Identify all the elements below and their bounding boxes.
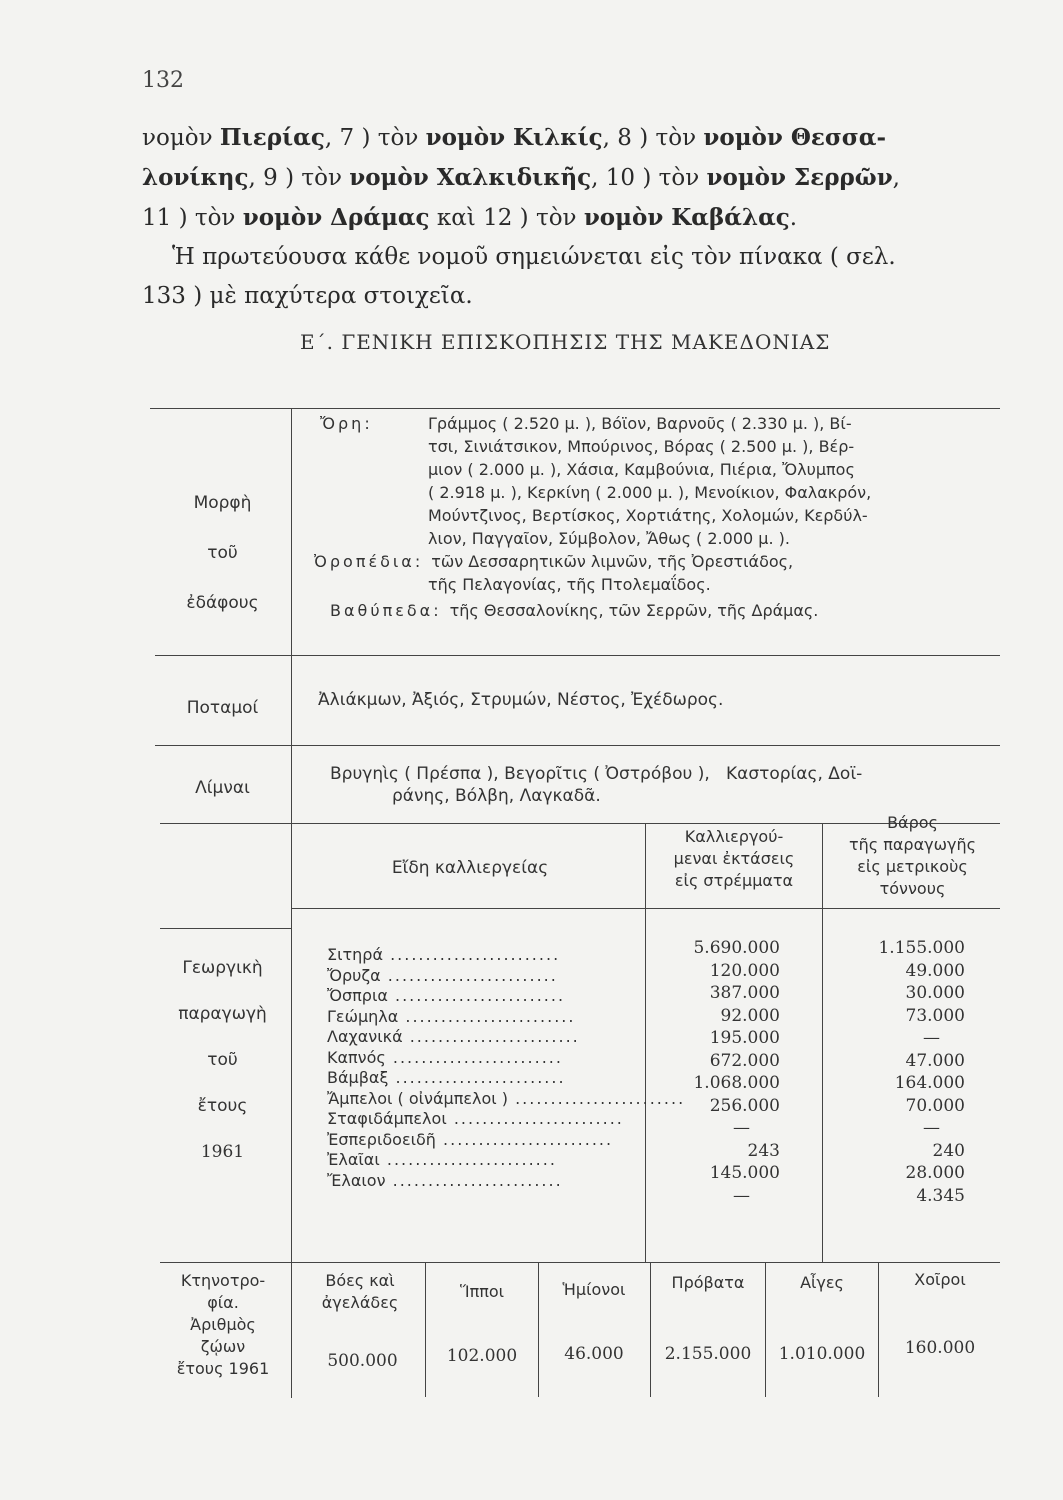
intro-bold: νομὸν Σερρῶν: [706, 164, 893, 191]
crops-side-label-line: τοῦ: [207, 1050, 238, 1070]
livestock-label-line: Κτηνοτρο-: [180, 1271, 266, 1290]
intro-text: .: [789, 205, 798, 231]
crop-name: Ἐλαῖαι: [327, 1150, 380, 1169]
crop-name: Ἔλαιον: [327, 1170, 386, 1190]
intro-text: , 7 ) τὸν: [324, 125, 426, 151]
crops-side-label-line: 1961: [200, 1142, 245, 1162]
table-rule: [822, 823, 823, 1262]
crops-header-kind: Εἴδη καλλιεργείας: [391, 858, 549, 878]
limnai-line-2: ράνης, Βόλβη, Λαγκαδᾶ.: [392, 786, 601, 806]
crops-header-area: [648, 826, 820, 892]
morfi-label-line: τοῦ: [207, 543, 238, 563]
intro-line-4: Ἡ πρωτεύουσα κάθε νομοῦ σημειώνεται εἰς τὸν πίνακα ( σελ.: [172, 244, 896, 270]
ori-line: λιον, Παγγαῖον, Σύμβολον, Ἄθως ( 2.000 μ. ).: [428, 529, 790, 548]
crops-side-label-line: παραγωγὴ: [178, 1004, 267, 1024]
livestock-col-header: Ἵπποι: [459, 1282, 505, 1301]
crop-row: Ὄρυζα ........................: [327, 965, 558, 985]
crops-header-weight-line: τόννους: [879, 879, 946, 898]
crop-area: 120.000: [709, 960, 780, 981]
crop-name-list: [327, 945, 686, 1191]
ori-line: μιον ( 2.000 μ. ), Χάσια, Καμβούνια, Πιέρια, Ὄλυμπος: [428, 460, 855, 479]
intro-text: ,: [892, 165, 900, 191]
crop-name: Βάμβαξ: [327, 1068, 389, 1087]
morfi-content: [314, 412, 1000, 622]
intro-line-5: 133 ) μὲ παχύτερα στοιχεῖα.: [142, 283, 473, 309]
crop-weight: 1.155.000: [878, 938, 965, 958]
livestock-col-header: Αἶγες: [800, 1273, 844, 1292]
table-rule: [150, 408, 1000, 409]
crop-area: 243: [747, 1140, 780, 1161]
vathypeda-line: τῆς Θεσσαλονίκης, τῶν Σερρῶν, τῆς Δράμας.: [449, 601, 819, 620]
crop-area: 387.000: [709, 983, 780, 1003]
ori-line: Γράμμος ( 2.520 μ. ), Βόϊον, Βαρνοῦς ( 2.330 μ. ), Βί-: [428, 414, 852, 433]
crop-name: Σιτηρά: [327, 945, 383, 964]
livestock-value: 160.000: [904, 1338, 976, 1358]
livestock-value: 500.000: [327, 1351, 398, 1371]
crop-row: Ἔλαιον ........................: [327, 1170, 563, 1190]
intro-line-3: [142, 198, 1002, 238]
livestock-label-line: ζῴων: [200, 1337, 246, 1356]
livestock-value: 102.000: [446, 1346, 518, 1366]
intro-bold: νομὸν Καβάλας: [583, 204, 790, 231]
ori-line: Μούντζινος, Βερτίσκος, Χορτιάτης, Χολομών, Κερδύλ-: [428, 506, 868, 525]
crop-weight: 47.000: [905, 1050, 965, 1071]
table-rule: [292, 908, 1000, 909]
page-number: 132: [142, 68, 184, 93]
crop-area: 195.000: [709, 1028, 780, 1048]
intro-bold: νομὸν Δράμας: [242, 204, 430, 231]
crop-area: 1.068.000: [693, 1073, 780, 1093]
crop-area: 92.000: [720, 1005, 780, 1026]
livestock-value: 46.000: [564, 1344, 624, 1364]
crop-weight: —: [923, 1028, 940, 1048]
crop-weight: 30.000: [905, 983, 965, 1003]
crop-name: Λαχανικά: [327, 1027, 403, 1046]
livestock-col-header: Ἡμίονοι: [562, 1280, 626, 1299]
intro-text: καὶ 12 ) τὸν: [429, 205, 584, 231]
morfi-label-line: ἐδάφους: [186, 593, 259, 613]
intro-text: , 9 ) τὸν: [248, 165, 350, 191]
intro-bold: λονίκης: [142, 164, 249, 191]
oropedia-key: Ὀροπέδια:: [314, 552, 424, 571]
table-rule: [160, 1262, 1000, 1263]
crop-name: Σταφιδάμπελοι: [327, 1109, 447, 1128]
oropedia-line: τῆς Πελαγονίας, τῆς Πτολεμαΐδος.: [428, 575, 711, 594]
intro-text: νομὸν: [142, 125, 220, 151]
intro-bold: νομὸν Κιλκίς: [425, 124, 603, 151]
table-rule: [155, 745, 1000, 746]
crop-row: Ἐλαῖαι ........................: [327, 1150, 557, 1169]
table-rule: [878, 1262, 879, 1397]
crop-weight: 73.000: [905, 1005, 965, 1026]
ori-block: [320, 412, 1000, 550]
table-rule: [645, 823, 646, 1262]
table-rule: [155, 655, 1000, 656]
oropedia-line: τῶν Δεσσαρητικῶν λιμνῶν, τῆς Ὀρεστιάδος,: [431, 552, 794, 571]
intro-text: , 10 ) τὸν: [591, 165, 707, 191]
section-title: Ε΄. ΓΕΝΙΚΗ ΕΠΙΣΚΟΠΗΣΙΣ ΤΗΣ ΜΑΚΕΔΟΝΙΑΣ: [300, 330, 831, 354]
livestock-col-header: Πρόβατα: [671, 1273, 745, 1292]
crop-row: Βάμβαξ ........................: [327, 1068, 566, 1087]
intro-bold: Πιερίας: [219, 124, 325, 151]
intro-line-1: [142, 118, 1002, 158]
livestock-col-name: ἀγελάδες: [321, 1293, 399, 1312]
crop-name: Ἐσπεριδοειδῆ: [327, 1129, 436, 1149]
crops-header-weight: [825, 812, 1000, 900]
intro-line-2: [142, 158, 1002, 198]
livestock-col-header: Χοῖροι: [914, 1270, 966, 1289]
livestock-side-label: [158, 1270, 288, 1380]
crop-area: 256.000: [709, 1095, 780, 1116]
table-rule: [765, 1262, 766, 1397]
livestock-value: 2.155.000: [664, 1344, 752, 1364]
crop-name: Ὄσπρια: [327, 986, 388, 1005]
crop-weight-column: [830, 937, 965, 1207]
crop-area: 5.690.000: [693, 938, 780, 958]
crop-weight: 4.345: [916, 1185, 965, 1206]
crops-side-label-line: ἔτους: [197, 1096, 248, 1116]
crop-row: Ἐσπεριδοειδῆ ........................: [327, 1129, 614, 1149]
crops-side-label-line: Γεωργικὴ: [182, 958, 263, 978]
crop-name: Ὄρυζα: [327, 965, 381, 985]
intro-text: , 8 ) τὸν: [602, 125, 704, 151]
ori-line: ( 2.918 μ. ), Κερκίνη ( 2.000 μ. ), Μενοίκιον, Φαλακρόν,: [428, 483, 872, 502]
crop-weight: 28.000: [905, 1163, 965, 1183]
vathypeda-block: [330, 599, 1000, 622]
table-rule: [291, 408, 292, 1398]
table-rule: [650, 1262, 651, 1397]
limnai-line-1: Βρυγηὶς ( Πρέσπα ), Βεγορῖτις ( Ὀστρόβου ), Καστορίας, Δοϊ-: [330, 764, 863, 784]
oropedia-block: [314, 550, 1000, 573]
livestock-label-line: φία.: [207, 1293, 239, 1312]
crop-weight: —: [923, 1118, 940, 1138]
potamoi-text: Ἀλιάκμων, Ἀξιός, Στρυμών, Νέστος, Ἐχέδωρος.: [318, 690, 724, 710]
crops-header-weight-line: εἰς μετρικοὺς: [857, 857, 968, 876]
ori-key: Ὄρη:: [320, 414, 373, 433]
crops-header-weight-line: Βάρος: [887, 813, 938, 832]
table-rule: [425, 1262, 426, 1397]
livestock-col-name: Βόες καὶ: [325, 1271, 395, 1290]
limnai-label: Λίμναι: [195, 778, 250, 798]
crop-row: Ἄμπελοι ( οἰνάμπελοι ) ........................: [327, 1088, 686, 1108]
crop-row: Καπνός ........................: [327, 1047, 563, 1067]
intro-paragraph: [142, 118, 1002, 316]
crop-row: Σταφιδάμπελοι ........................: [327, 1109, 624, 1128]
crop-name: Γεώμηλα: [327, 1006, 399, 1026]
crop-area: —: [733, 1185, 750, 1206]
crop-row: Λαχανικά ........................: [327, 1027, 580, 1046]
livestock-label-line: ἔτους 1961: [176, 1359, 270, 1378]
livestock-label-line: Ἀριθμὸς: [190, 1315, 256, 1334]
crops-header-area-line: Καλλιεργού-: [684, 827, 784, 846]
morfi-label: [160, 478, 285, 628]
crop-area: —: [733, 1118, 750, 1138]
crops-side-label: [160, 945, 285, 1175]
crop-weight: 240: [932, 1140, 965, 1161]
crop-row: Ὄσπρια ........................: [327, 986, 566, 1005]
crop-weight: 164.000: [894, 1073, 965, 1093]
livestock-value: 1.010.000: [778, 1344, 866, 1364]
intro-text: 11 ) τὸν: [142, 205, 243, 231]
morfi-label-line: Μορφὴ: [193, 493, 252, 513]
crop-weight: 49.000: [905, 960, 965, 981]
crop-area: 672.000: [709, 1050, 780, 1071]
potamoi-label: Ποταμοί: [186, 698, 259, 718]
ori-values: [428, 412, 1000, 550]
crops-header-area-line: μεναι ἐκτάσεις: [673, 849, 795, 868]
crops-header-weight-line: τῆς παραγωγῆς: [849, 835, 976, 854]
crop-weight: 70.000: [905, 1095, 965, 1116]
table-rule: [160, 928, 292, 929]
ori-line: τσι, Σινιάτσικον, Μπούρινος, Βόρας ( 2.500 μ. ), Βέρ-: [428, 437, 855, 456]
intro-bold: νομὸν Θεσσα-: [703, 124, 887, 151]
table-rule: [538, 1262, 539, 1397]
livestock-col-header: [300, 1270, 420, 1314]
intro-bold: νομὸν Χαλκιδικῆς: [349, 164, 592, 191]
vathypeda-key: Βαθύπεδα:: [330, 601, 442, 620]
crop-name: Καπνός: [327, 1047, 386, 1067]
crop-name: Ἄμπελοι ( οἰνάμπελοι ): [327, 1088, 508, 1108]
crop-row: Γεώμηλα ........................: [327, 1006, 576, 1026]
crops-header-area-line: εἰς στρέμματα: [674, 871, 794, 890]
crop-area: 145.000: [709, 1163, 780, 1183]
crop-row: Σιτηρά ........................: [327, 945, 561, 964]
crop-area-column: [650, 937, 780, 1207]
